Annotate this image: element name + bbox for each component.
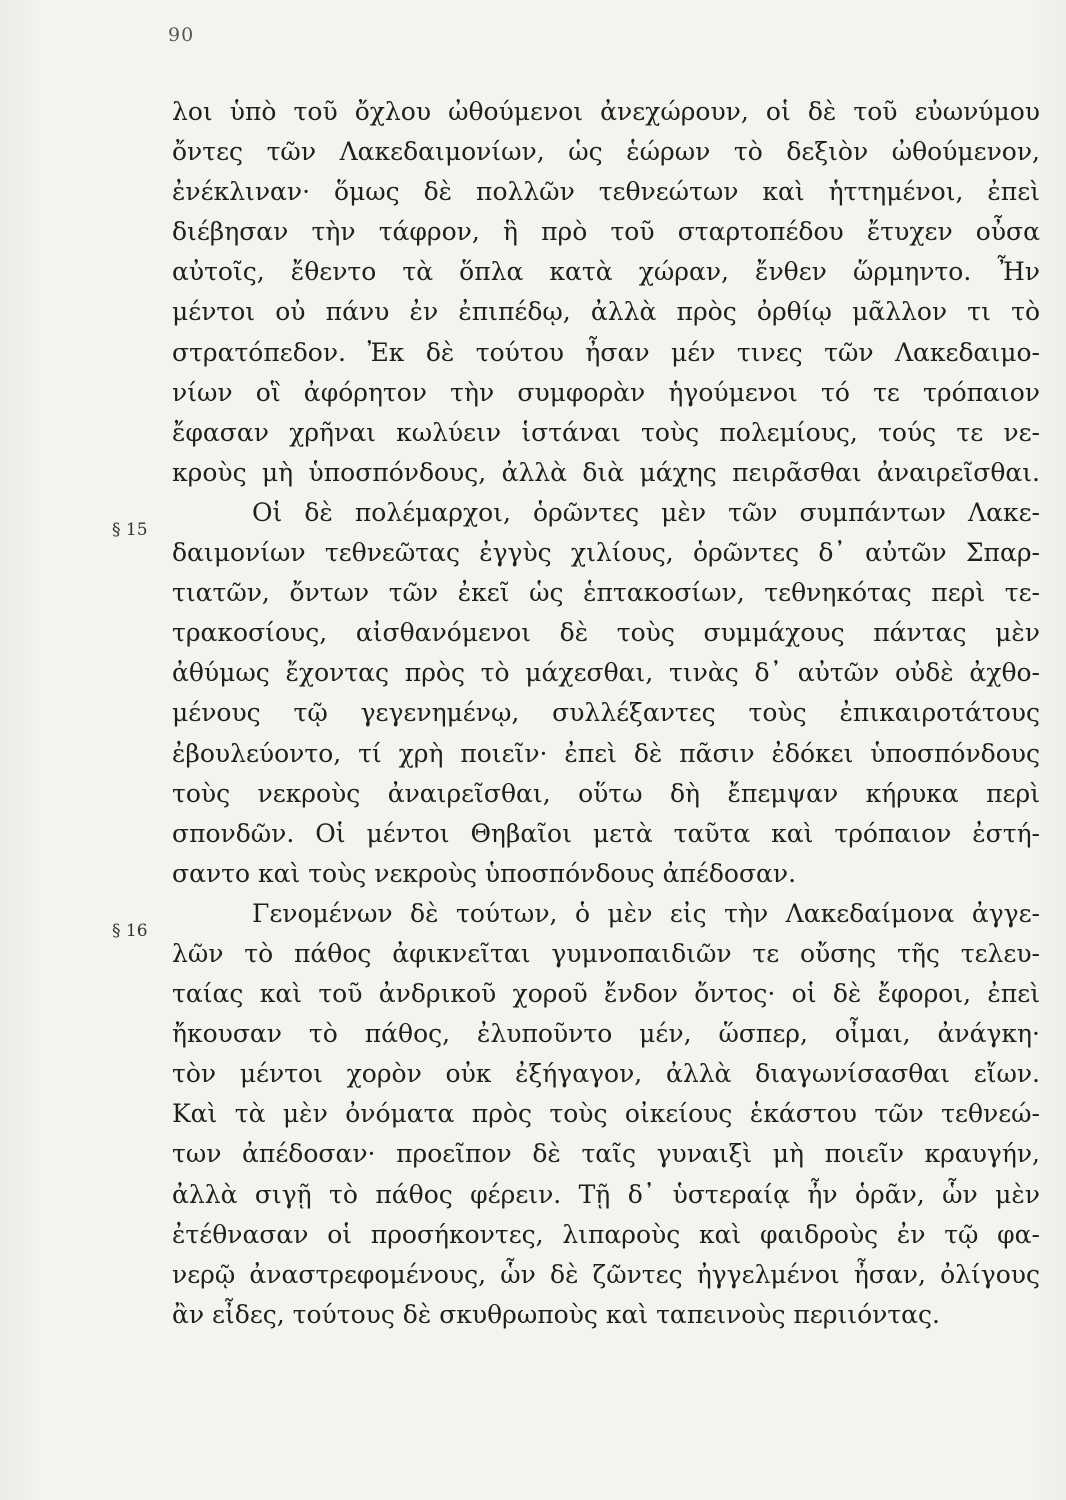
- text-line: νερῷ ἀναστρεφομένους, ὧν δὲ ζῶντες ἠγγελμένοι ἦσαν, ὀλίγους: [172, 1259, 1040, 1289]
- text-line: λῶν τὸ πάθος ἀφικνεῖται γυμνοπαιδιῶν τε οὔσης τῆς τελευ-: [172, 938, 1040, 968]
- text-line: μένους τῷ γεγενημένῳ, συλλέξαντες τοὺς ἐπικαιροτάτους: [172, 698, 1040, 728]
- text-line: τρακοσίους, αἰσθανόμενοι δὲ τοὺς συμμάχους πάντας μὲν: [172, 618, 1040, 648]
- text-line: ταίας καὶ τοῦ ἀνδρικοῦ χοροῦ ἔνδον ὄντος· οἱ δὲ ἔφοροι, ἐπεὶ: [172, 979, 1040, 1009]
- text-line: τοὺς νεκροὺς ἀναιρεῖσθαι, οὕτω δὴ ἔπεμψαν κήρυκα περὶ: [172, 778, 1040, 808]
- section-15-first-line: Οἱ δὲ πολέμαρχοι, ὁρῶντες μὲν τῶν συμπάντων Λακε-: [252, 497, 1040, 527]
- text-line: ἤκουσαν τὸ πάθος, ἐλυποῦντο μέν, ὥσπερ, οἶμαι, ἀνάγκη·: [172, 1019, 1040, 1049]
- text-line: ἔφασαν χρῆναι κωλύειν ἱστάναι τοὺς πολεμίους, τούς τε νε-: [172, 417, 1040, 447]
- text-line: διέβησαν τὴν τάφρον, ἣ πρὸ τοῦ σταρτοπέδου ἔτυχεν οὖσα: [172, 217, 1040, 247]
- text-line: δαιμονίων τεθνεῶτας ἐγγὺς χιλίους, ὁρῶντες δ᾽ αὐτῶν Σπαρ-: [172, 538, 1040, 568]
- text-line: τὸν μέντοι χορὸν οὐκ ἐξήγαγον, ἀλλὰ διαγωνίσασθαι εἴων.: [172, 1059, 1040, 1089]
- text-line: τιατῶν, ὄντων τῶν ἐκεῖ ὡς ἑπτακοσίων, τεθνηκότας περὶ τε-: [172, 578, 1040, 608]
- text-line: ἀλλὰ σιγῇ τὸ πάθος φέρειν. Τῇ δ᾽ ὑστεραίᾳ ἦν ὁρᾶν, ὧν μὲν: [172, 1179, 1040, 1209]
- section-16-first-line: Γενομένων δὲ τούτων, ὁ μὲν εἰς τὴν Λακεδαίμονα ἀγγε-: [252, 898, 1040, 928]
- text-line: ἀθύμως ἔχοντας πρὸς τὸ μάχεσθαι, τινὰς δ᾽ αὐτῶν οὐδὲ ἀχθο-: [172, 658, 1040, 688]
- text-line: νίων οἳ ἀφόρητον τὴν συμφορὰν ἡγούμενοι τό τε τρόπαιον: [172, 377, 1040, 407]
- text-line: Καὶ τὰ μὲν ὀνόματα πρὸς τοὺς οἰκείους ἑκάστου τῶν τεθνεώ-: [172, 1099, 1040, 1129]
- paragraph-end-line: σαντο καὶ τοὺς νεκροὺς ὑποσπόνδους ἀπέδοσαν.: [172, 858, 797, 888]
- section-marker-16: § 16: [112, 921, 148, 941]
- text-line: μέντοι οὐ πάνυ ἐν ἐπιπέδῳ, ἀλλὰ πρὸς ὀρθίῳ μᾶλλον τι τὸ: [172, 297, 1040, 327]
- text-line: στρατόπεδον. Ἐκ δὲ τούτου ἦσαν μέν τινες τῶν Λακεδαιμο-: [172, 337, 1040, 367]
- paragraph-end-line: ἂν εἶδες, τούτους δὲ σκυθρωποὺς καὶ ταπεινοὺς περιιόντας.: [172, 1299, 940, 1329]
- text-line: ἐβουλεύοντο, τί χρὴ ποιεῖν· ἐπεὶ δὲ πᾶσιν ἐδόκει ὑποσπόνδους: [172, 738, 1040, 768]
- text-line: λοι ὑπὸ τοῦ ὄχλου ὠθούμενοι ἀνεχώρουν, οἱ δὲ τοῦ εὐωνύμου: [172, 97, 1040, 126]
- text-line: κροὺς μὴ ὑποσπόνδους, ἀλλὰ διὰ μάχης πειρᾶσθαι ἀναιρεῖσθαι.: [172, 457, 1040, 487]
- text-line: ἐνέκλιναν· ὅμως δὲ πολλῶν τεθνεώτων καὶ ἡττημένοι, ἐπεὶ: [172, 177, 1040, 207]
- section-marker-15: § 15: [112, 520, 148, 540]
- text-line: σπονδῶν. Οἱ μέντοι Θηβαῖοι μετὰ ταῦτα καὶ τρόπαιον ἐστή-: [172, 818, 1040, 848]
- text-body: [172, 92, 1040, 1335]
- page-number: 90: [168, 24, 195, 46]
- text-line: ἐτέθνασαν οἱ προσήκοντες, λιπαροὺς καὶ φαιδροὺς ἐν τῷ φα-: [172, 1219, 1040, 1249]
- text-line: ὄντες τῶν Λακεδαιμονίων, ὡς ἑώρων τὸ δεξιὸν ὠθούμενον,: [172, 137, 1040, 167]
- text-line: των ἀπέδοσαν· προεῖπον δὲ ταῖς γυναιξὶ μὴ ποιεῖν κραυγήν,: [172, 1139, 1040, 1169]
- text-line: αὐτοῖς, ἔθεντο τὰ ὅπλα κατὰ χώραν, ἔνθεν ὥρμηντο. Ἦν: [172, 257, 1040, 287]
